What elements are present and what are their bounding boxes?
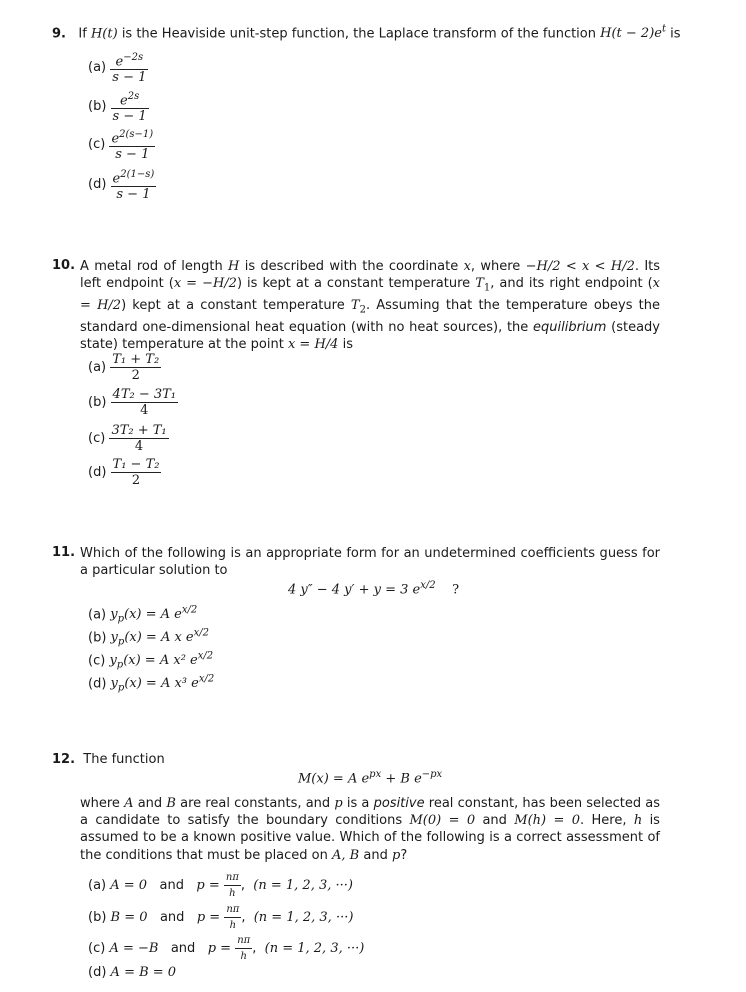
option-fraction: $\frac{e^{-2s}}{s - 1}$ [112, 52, 147, 86]
option-fraction: $\frac{e^{2(s-1)}}{s - 1}$ [111, 129, 154, 163]
q9-option-c[interactable] [88, 127, 155, 162]
option-expression: $y_p(x) = A$ x² $e^{x/2}$ [109, 651, 214, 671]
q11-equation: 4 y″ − 4 y′ + y = 3 $e^{x/2}$ ? [288, 580, 460, 598]
option-condition: A = B = 0 [110, 965, 177, 980]
option-expression: $y_p(x) = A$ x³ $e^{x/2}$ [110, 674, 215, 694]
question-number: 10. [52, 258, 76, 273]
option-condition: B = 0 [110, 910, 148, 925]
option-fraction: $\frac{n\pi}{h}$ [225, 872, 239, 899]
q11-option-a[interactable] [88, 605, 197, 625]
option-expression: $y_p(x) = A$ $e^{x/2}$ [110, 605, 198, 625]
stem-text: is [670, 26, 681, 42]
option-label: (d) [88, 465, 107, 480]
question-number: 12. [52, 752, 76, 767]
q11-option-c[interactable] [88, 651, 213, 671]
option-label: (a) [88, 360, 107, 375]
q11-option-b[interactable] [88, 628, 209, 648]
option-condition: A = 0 [110, 878, 148, 893]
option-label: (a) [88, 607, 107, 623]
option-label: (b) [88, 910, 107, 925]
option-fraction: $\frac{n\pi}{h}$ [237, 935, 251, 962]
option-label: (c) [88, 653, 106, 669]
option-fraction: $\frac{e^{2s}}{s - 1}$ [112, 91, 147, 125]
q12-option-b[interactable]: (b) B = 0 and p = $\frac{n\pi}{h}$ , (n = 1, 2, 3, ···) [88, 904, 354, 931]
question-12-stem: where A and B are real constants, and p is a positive real constant, has been selected as a candidate to satisfy the boundary conditions M(0) = 0 and M(h) = 0. Here, h is assumed to be a known positive value. Which of the following is a correct assessment of the conditions that must be placed on A, B and p? [80, 796, 661, 863]
math-h-of-t: H(t) [90, 26, 118, 42]
question-number: 9. [52, 26, 66, 42]
q12-option-a[interactable]: (a) A = 0 and p = $\frac{n\pi}{h}$ , (n = 1, 2, 3, ···) [88, 872, 353, 899]
q12-equation: M(x) = A $e^{px} + B$ $e^{-px}$ [298, 769, 443, 787]
q9-option-d[interactable] [88, 167, 156, 202]
q12-option-c[interactable]: (c) A = −B and p = $\frac{n\pi}{h}$ , (n = 1, 2, 3, ···) [88, 935, 365, 962]
question-number: 11. [52, 545, 76, 560]
question-9-stem [52, 24, 681, 41]
option-expression: $y_p(x) = A$ x $e^{x/2}$ [110, 628, 209, 648]
option-label: (a) [88, 60, 107, 76]
option-fraction: $\frac{\text{4T₂ − 3T₁}}{4}$ [112, 387, 177, 418]
option-fraction: $\frac{e^{2(1-s)}}{s - 1}$ [112, 169, 155, 203]
q10-option-c[interactable] [88, 423, 169, 454]
option-label: (b) [88, 99, 107, 115]
option-label: (d) [88, 676, 107, 692]
option-fraction: $\frac{n\pi}{h}$ [226, 904, 240, 931]
q11-option-d[interactable] [88, 674, 214, 694]
option-label: (d) [88, 965, 107, 980]
option-condition: A = −B [109, 941, 159, 956]
option-label: (c) [88, 431, 106, 446]
option-label: (c) [88, 137, 106, 153]
q9-option-b[interactable] [88, 89, 149, 124]
question-12-intro: 12. The function [52, 752, 165, 767]
option-label: (b) [88, 630, 107, 646]
q9-option-a[interactable] [88, 50, 148, 85]
q10-option-a[interactable] [88, 352, 161, 383]
option-fraction: $\frac{\text{T₁ + T₂}}{2}$ [112, 352, 160, 383]
option-label: (d) [88, 177, 107, 193]
option-fraction: $\frac{\text{3T₂ + T₁}}{4}$ [111, 423, 167, 454]
option-label: (c) [88, 941, 106, 956]
stem-text: If [78, 26, 87, 42]
option-fraction: $\frac{\text{T₁ − T₂}}{2}$ [112, 457, 160, 488]
stem-text: is the Heaviside unit-step function, the Laplace transform of the function [121, 26, 596, 42]
option-label: (a) [88, 878, 107, 893]
question-11-stem: Which of the following is an appropriate form for an undetermined coefficients guess for a particular solution to [80, 546, 660, 579]
q12-option-d[interactable] [88, 965, 176, 980]
math-function: $H(t - 2)e^t$ [600, 24, 666, 42]
q10-option-d[interactable] [88, 457, 161, 488]
question-10-stem: A metal rod of length H is described with the coordinate x, where −H/2 < x < H/2. Its left endpoint (x = −H/2) is kept at a constant temperature $T_1$, and its right endpoint (x = H/2) kept at a constant temperature $T_2$. Assuming that the temperature obeys the standard one-dimensional heat equation (with no heat sources), the equilibrium (steady state) temperature at the point x = H/4 is [80, 259, 661, 352]
option-label: (b) [88, 395, 107, 410]
q10-option-b[interactable] [88, 387, 178, 418]
